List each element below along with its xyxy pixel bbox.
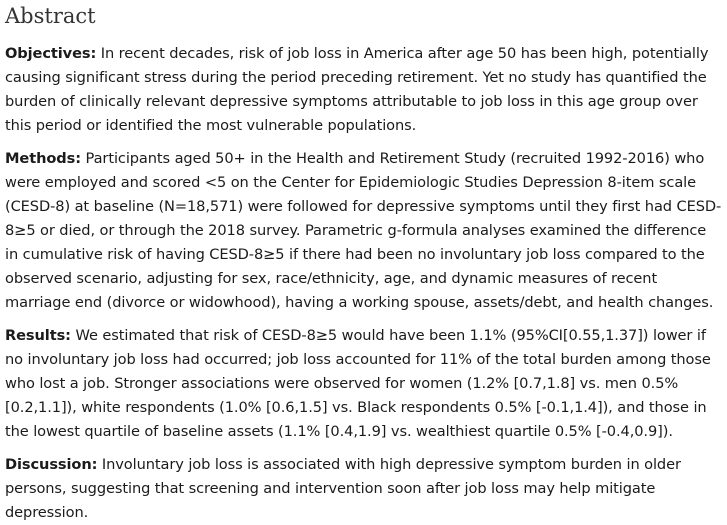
results-section xyxy=(5,324,723,444)
discussion-section xyxy=(5,453,723,525)
objectives-section xyxy=(5,42,723,138)
objectives-label: Objectives: xyxy=(5,45,97,62)
methods-section xyxy=(5,147,723,315)
results-text: We estimated that risk of CESD-8≥5 would have been 1.1% (95%CI[0.55,1.37]) lower if no involuntary job loss had occurred; job loss accounted for 11% of the total burden among those who lost a job. Stronger associations were observed for women (1.2% [0.7,1.8] vs. men 0.5% [0.2,1.1]), white respondents (1.0% [0.6,1.5] vs. Black respondents 0.5% [-0.1,1.4]), and those in the lowest quartile of baseline assets (1.1% [0.4,1.9] vs. wealthiest quartile 0.5% [-0.4,0.9]). xyxy=(5,327,711,440)
results-label: Results: xyxy=(5,327,71,344)
abstract-heading: Abstract xyxy=(5,4,96,28)
objectives-text: In recent decades, risk of job loss in America after age 50 has been high, potentially causing significant stress during the period preceding retirement. Yet no study has quantified the burden of clinically relevant depressive symptoms attributable to job loss in this age group over this period or identified the most vulnerable populations. xyxy=(5,45,709,134)
discussion-text: Involuntary job loss is associated with high depressive symptom burden in older persons, suggesting that screening and intervention soon after job loss may help mitigate depression. xyxy=(5,456,681,521)
discussion-label: Discussion: xyxy=(5,456,98,473)
methods-text: Participants aged 50+ in the Health and Retirement Study (recruited 1992-2016) who were employed and scored <5 on the Center for Epidemiologic Studies Depression 8-item scale (CESD-8) at baseline (N=18,571) were followed for depressive symptoms until they first had CESD-8≥5 or died, or through the 2018 survey. Parametric g-formula analyses examined the difference in cumulative risk of having CESD-8≥5 if there had been no involuntary job loss compared to the observed scenario, adjusting for sex, race/ethnicity, age, and dynamic measures of recent marriage end (divorce or widowhood), having a working spouse, assets/debt, and health changes. xyxy=(5,150,722,311)
methods-label: Methods: xyxy=(5,150,81,167)
